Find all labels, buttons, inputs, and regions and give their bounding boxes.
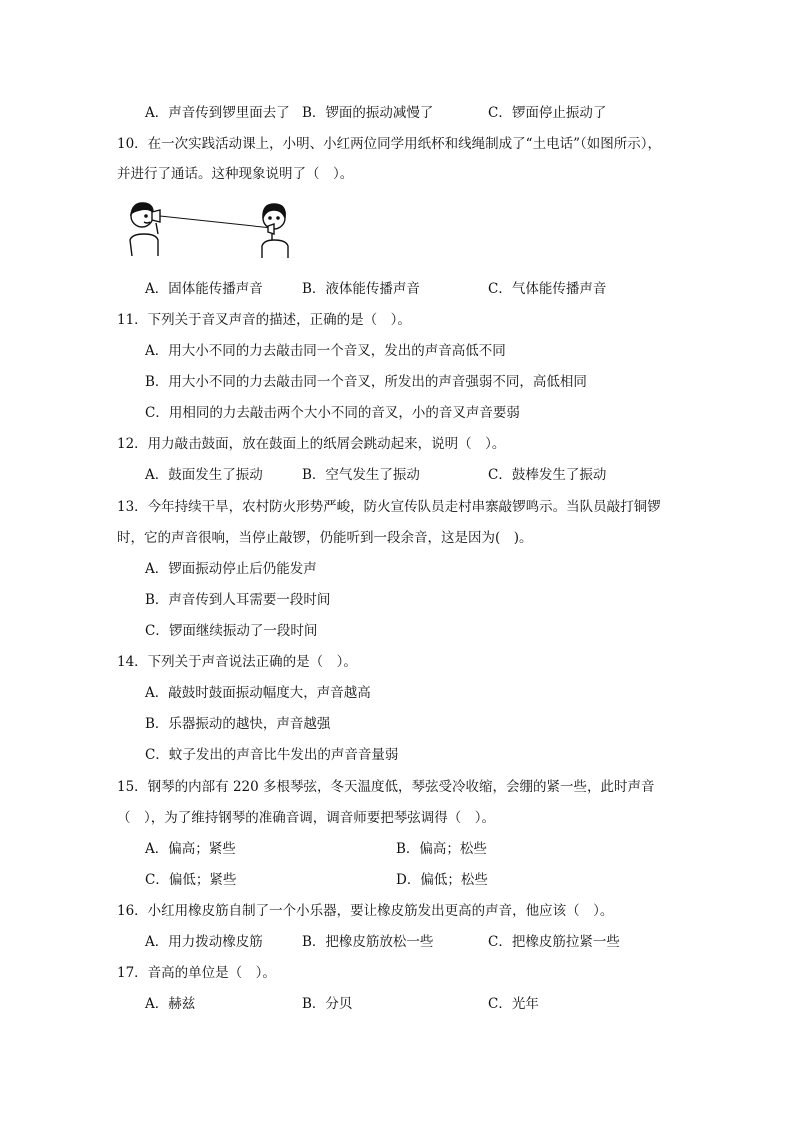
- q17-option-c: C．光年: [488, 996, 539, 1012]
- q11-option-c: C．用相同的力去敲击两个大小不同的音叉，小的音叉声音要弱: [145, 405, 520, 421]
- q13-stem-line1: 13．今年持续干旱，农村防火形势严峻，防火宣传队员走村串寨敲锣鸣示。当队员敲打铜锣: [117, 499, 661, 515]
- q9-option-c: C．锣面停止振动了: [488, 105, 607, 121]
- q10-option-b: B．液体能传播声音: [302, 281, 420, 297]
- q14-option-b: B．乐器振动的越快，声音越强: [145, 716, 331, 732]
- q17-stem: 17．音高的单位是（ ）。: [117, 965, 276, 981]
- q13-option-b: B．声音传到人耳需要一段时间: [145, 592, 331, 608]
- q11-option-b: B．用大小不同的力去敲击同一个音叉，所发出的声音强弱不同，高低相同: [145, 374, 587, 390]
- q15-stem-line2: （ ），为了维持钢琴的准确音调，调音师要把琴弦调得（ ）。: [117, 810, 495, 826]
- q13-option-a: A．锣面振动停止后仍能发声: [145, 561, 317, 577]
- q9-option-b: B．锣面的振动减慢了: [302, 105, 434, 121]
- q12-stem: 12．用力敲击鼓面，放在鼓面上的纸屑会跳动起来，说明（ ）。: [117, 436, 506, 452]
- q13-stem-line2: 时，它的声音很响，当停止敲锣，仍能听到一段余音，这是因为( )。: [117, 530, 533, 546]
- q10-stem-line1: 10．在一次实践活动课上，小明、小红两位同学用纸杯和线绳制成了“土电话”（如图所示），: [117, 136, 661, 152]
- q9-option-a: A．声音传到锣里面去了: [145, 105, 290, 121]
- q10-option-c: C．气体能传播声音: [488, 281, 607, 297]
- q17-option-b: B．分贝: [302, 996, 353, 1012]
- q15-stem-line1: 15．钢琴的内部有 220 多根琴弦，冬天温度低，琴弦受冷收缩，会绷的紧一些，此时声音: [117, 779, 655, 795]
- q17-option-a: A．赫兹: [145, 996, 196, 1012]
- q13-option-c: C．锣面继续振动了一段时间: [145, 623, 318, 639]
- left-child-figure: [130, 203, 160, 256]
- right-child-figure: [262, 204, 288, 258]
- q16-option-c: C．把橡皮筋拉紧一些: [488, 934, 620, 950]
- q12-option-c: C．鼓棒发生了振动: [488, 467, 607, 483]
- q16-option-b: B．把橡皮筋放松一些: [302, 934, 434, 950]
- q15-option-c: C．偏低；紧些: [145, 872, 237, 888]
- tin-can-telephone-illustration: [122, 196, 302, 258]
- q15-option-a: A．偏高；紧些: [145, 841, 236, 857]
- q16-option-a: A．用力拨动橡皮筋: [145, 934, 263, 950]
- q12-option-a: A．鼓面发生了振动: [145, 467, 263, 483]
- q14-option-c: C．蚊子发出的声音比牛发出的声音音量弱: [145, 747, 399, 763]
- q10-stem-line2: 并进行了通话。这种现象说明了（ ）。: [117, 166, 354, 182]
- q14-stem: 14．下列关于声音说法正确的是（ ）。: [117, 654, 357, 670]
- q10-option-a: A．固体能传播声音: [145, 281, 263, 297]
- q15-option-b: B．偏高；松些: [396, 841, 487, 857]
- q15-option-d: D．偏低；松些: [396, 872, 488, 888]
- q16-stem: 16．小红用橡皮筋自制了一个小乐器，要让橡皮筋发出更高的声音，他应该（ ）。: [117, 903, 614, 919]
- q14-option-a: A．敲鼓时鼓面振动幅度大，声音越高: [145, 685, 371, 701]
- q11-stem: 11．下列关于音叉声音的描述，正确的是（ ）。: [117, 312, 411, 328]
- q12-option-b: B．空气发生了振动: [302, 467, 420, 483]
- q11-option-a: A．用大小不同的力去敲击同一个音叉，发出的声音高低不同: [145, 343, 506, 359]
